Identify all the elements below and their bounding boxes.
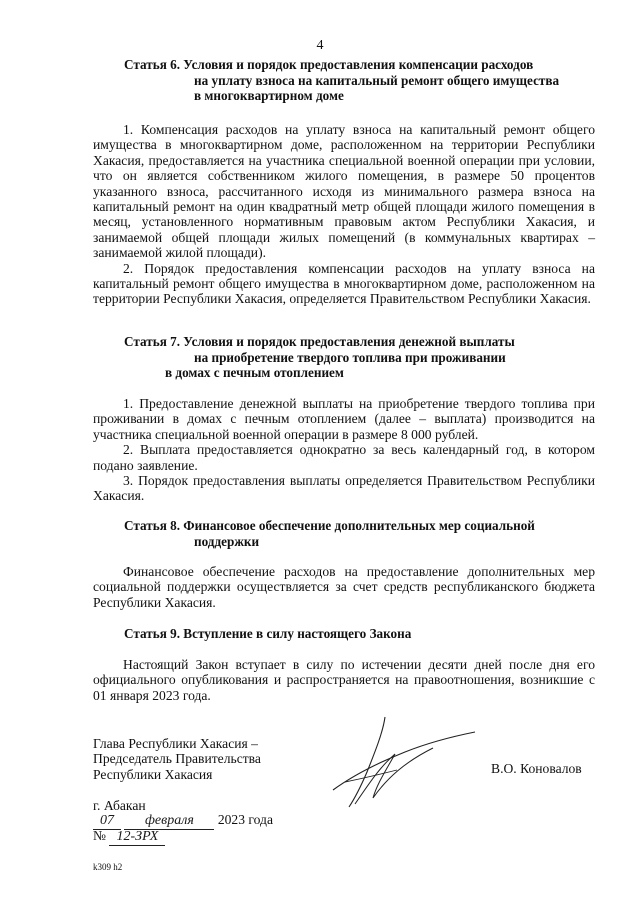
article-7-paragraph-1: 1. Предоставление денежной выплаты на приобретение твердого топлива при проживании в домах с печным отоплением (далее – выплата) производится на участника специальной военной операции в размере 8 000 рублей. [93,396,595,442]
law-number [93,828,165,846]
date-day: 07 [93,813,121,830]
article-6-title-line-1: Статья 6. Условия и порядок предоставления компенсации расходов [124,57,534,72]
article-6-body [93,122,595,307]
date-year: 2023 года [217,812,273,827]
signatory-name: В.О. Коновалов [491,761,582,776]
article-6-title-line-2: на уплату взноса на капитальный ремонт общего имущества [194,72,560,88]
article-7-title-line-1: Статья 7. Условия и порядок предоставления денежной выплаты [124,334,515,349]
date-month: февраля [124,813,214,830]
article-7-paragraph-2: 2. Выплата предоставляется однократно за весь календарный год, в котором подано заявление. [93,442,595,473]
article-9-paragraph-1: Настоящий Закон вступает в силу по истечении десяти дней после дня его официального опубликования и распространяется на правоотношения, возникшие с 01 января 2023 года. [93,657,595,703]
article-6-title-line-3: в многоквартирном доме [194,88,344,103]
signatory-title-line-2: Председатель Правительства [93,751,261,767]
handwritten-signature [325,712,485,812]
city: г. Абакан [93,798,146,813]
article-9-title [124,626,604,642]
article-9-title-line-1: Статья 9. Вступление в силу настоящего Закона [124,626,412,641]
article-8-title-line-1: Статья 8. Финансовое обеспечение дополнительных мер социальной [124,518,535,533]
article-8-title-line-2: поддержки [194,533,260,549]
article-6-paragraph-1: 1. Компенсация расходов на уплату взноса на капитальный ремонт общего имущества в многоквартирном доме, расположенном на территории Республики Хакасия, предоставляется на участника специальной военной операции при условии, что он является собственником жилого помещения, в размере 50 процентов указанного взноса, рассчитанного исходя из минимального размера взноса на капитальный ремонт на один квадратный метр общей площади жилого помещения в месяц, установленного нормативным правовым актом Республики Хакасия, и занимаемой общей площади жилых помещений (в коммунальных квартирах – занимаемой жилой площади). [93,122,595,261]
article-8-title [124,518,604,549]
article-7-paragraph-3: 3. Порядок предоставления выплаты определяется Правительством Республики Хакасия. [93,473,595,504]
article-7-body [93,396,595,504]
article-9-body [93,657,595,703]
article-7-title [124,334,604,381]
signatory-title-line-1: Глава Республики Хакасия – [93,736,258,751]
document-code: k309 h2 [93,862,123,872]
article-6-paragraph-2: 2. Порядок предоставления компенсации расходов на уплату взноса на капитальный ремонт общего имущества в многоквартирном доме, расположенном на территории Республики Хакасия, определяется Правительством Республики Хакасия. [93,260,595,307]
article-6-title [124,57,604,104]
article-8-paragraph-1: Финансовое обеспечение расходов на предоставление дополнительных мер социальной поддержки осуществляется за счет средств республиканского бюджета Республики Хакасия. [93,564,595,610]
page-number: 4 [316,38,324,53]
article-7-title-line-3: в домах с печным отоплением [165,365,344,380]
article-8-body [93,564,595,610]
number-value: 12-ЗРХ [109,829,165,846]
article-7-title-line-2: на приобретение твердого топлива при проживании [194,349,506,365]
number-sign: № [93,828,106,843]
signatory-title [93,736,261,782]
signatory-title-line-3: Республики Хакасия [93,766,213,782]
